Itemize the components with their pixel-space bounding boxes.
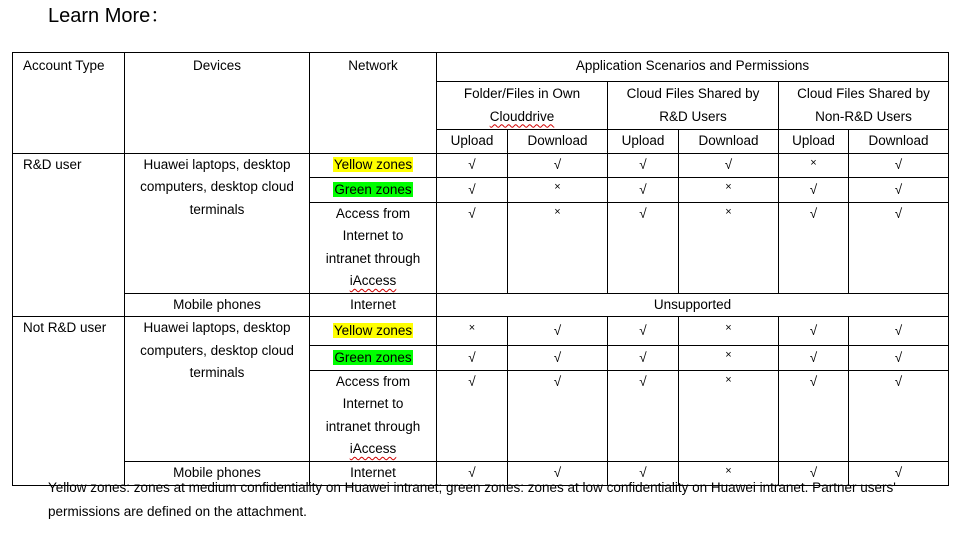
check-mark-icon: √	[468, 205, 476, 221]
network-cell	[310, 370, 437, 461]
header-own-clouddrive-line1: Folder/Files in Own	[463, 86, 581, 101]
permission-cell	[679, 346, 779, 371]
header-own-clouddrive-line2: Clouddrive	[489, 108, 555, 124]
table-row	[13, 317, 949, 346]
yellow-zone-label: Yellow zones	[333, 322, 413, 338]
iaccess-label: iAccess	[349, 273, 397, 288]
network-cell	[310, 202, 437, 293]
permission-cell	[679, 317, 779, 346]
devices-cell: Huawei laptops, desktop computers, desktop cloud terminals	[125, 317, 310, 462]
permission-cell	[508, 202, 608, 293]
permission-cell	[679, 178, 779, 203]
check-mark-icon: √	[894, 322, 903, 338]
header-rd-shared-line1: Cloud Files Shared by	[626, 86, 760, 101]
network-cell: Internet	[310, 461, 437, 486]
cross-mark-icon: ×	[810, 156, 817, 169]
access-line: intranet through	[325, 250, 421, 266]
permission-cell	[779, 178, 849, 203]
green-zone-label: Green zones	[334, 181, 412, 197]
header-rd-shared	[608, 82, 779, 130]
cross-mark-icon: ×	[725, 349, 732, 361]
permission-cell	[849, 370, 949, 461]
network-cell	[310, 178, 437, 203]
header-download: Download	[508, 130, 608, 154]
permission-cell	[849, 317, 949, 346]
header-nonrd-shared	[779, 82, 949, 130]
check-mark-icon: √	[809, 465, 818, 480]
access-line: Internet to	[342, 396, 404, 411]
permission-cell	[679, 370, 779, 461]
check-mark-icon: √	[639, 157, 647, 172]
table-row	[13, 153, 949, 178]
network-cell	[310, 317, 437, 346]
permission-cell	[608, 317, 679, 346]
footnote: Yellow zones: zones at medium confidentiality on Huawei intranet; green zones: zones at low confidentiality on Huawei intranet. Partner users' permissions are defined on the attachment.	[48, 480, 896, 519]
access-line: Internet to	[342, 228, 404, 243]
devices-cell: Huawei laptops, desktop computers, desktop cloud terminals	[125, 153, 310, 293]
permissions-table	[12, 52, 949, 486]
check-mark-icon: √	[809, 373, 818, 389]
permission-cell	[779, 346, 849, 371]
check-mark-icon: √	[553, 157, 562, 172]
check-mark-icon: √	[809, 181, 818, 197]
check-mark-icon: √	[894, 205, 903, 221]
header-download: Download	[849, 130, 949, 154]
check-mark-icon: √	[639, 322, 647, 338]
account-type-cell: Not R&D user	[13, 317, 125, 486]
check-mark-icon: √	[894, 349, 903, 365]
permission-cell	[779, 202, 849, 293]
check-mark-icon: √	[809, 349, 818, 365]
cross-mark-icon: ×	[468, 322, 476, 335]
cross-mark-icon: ×	[725, 205, 732, 218]
table-row	[13, 293, 949, 317]
header-upload: Upload	[779, 130, 849, 154]
check-mark-icon: √	[894, 157, 903, 172]
permission-cell	[608, 153, 679, 178]
permission-cell	[679, 202, 779, 293]
check-mark-icon: √	[468, 349, 476, 365]
network-cell	[310, 346, 437, 371]
cross-mark-icon: ×	[725, 322, 732, 335]
check-mark-icon: √	[894, 465, 903, 480]
check-mark-icon: √	[809, 205, 818, 221]
permission-cell	[508, 153, 608, 178]
permission-cell	[679, 153, 779, 178]
devices-cell: Mobile phones	[125, 293, 310, 317]
check-mark-icon: √	[894, 181, 903, 197]
permission-cell	[437, 178, 508, 203]
check-mark-icon: √	[639, 181, 647, 197]
permission-cell	[437, 317, 508, 346]
permission-cell	[849, 346, 949, 371]
header-network: Network	[310, 53, 437, 154]
check-mark-icon: √	[553, 465, 562, 480]
permission-cell	[437, 346, 508, 371]
green-zone-label: Green zones	[334, 349, 412, 365]
check-mark-icon: √	[553, 373, 562, 389]
header-rd-shared-line2: R&D Users	[659, 108, 727, 124]
permission-cell	[779, 317, 849, 346]
header-nonrd-shared-line2: Non-R&D Users	[815, 108, 912, 124]
permission-cell	[779, 370, 849, 461]
header-upload: Upload	[608, 130, 679, 154]
permission-cell	[508, 370, 608, 461]
yellow-zone-label: Yellow zones	[333, 157, 413, 172]
cross-mark-icon: ×	[725, 373, 732, 386]
header-own-clouddrive	[437, 82, 608, 130]
check-mark-icon: √	[639, 465, 647, 480]
iaccess-label: iAccess	[349, 441, 397, 456]
check-mark-icon: √	[468, 181, 476, 197]
check-mark-icon: √	[639, 373, 647, 389]
check-mark-icon: √	[894, 373, 903, 389]
permission-cell	[608, 370, 679, 461]
permission-cell	[508, 346, 608, 371]
check-mark-icon: √	[468, 373, 476, 389]
header-row-1	[13, 53, 949, 82]
header-nonrd-shared-line1: Cloud Files Shared by	[797, 86, 930, 101]
check-mark-icon: √	[553, 322, 562, 338]
permission-cell	[849, 153, 949, 178]
access-line: intranet through	[325, 418, 421, 434]
permission-cell	[508, 317, 608, 346]
check-mark-icon: √	[468, 465, 476, 480]
unsupported-cell: Unsupported	[437, 293, 949, 317]
header-upload: Upload	[437, 130, 508, 154]
access-line: Access from	[335, 205, 411, 221]
check-mark-icon: √	[553, 349, 562, 365]
account-type-cell: R&D user	[13, 153, 125, 317]
header-devices: Devices	[125, 53, 310, 154]
page-title: Learn More：	[48, 5, 171, 27]
permission-cell	[437, 202, 508, 293]
permission-cell	[608, 346, 679, 371]
devices-cell: Mobile phones	[125, 461, 310, 486]
permission-cell	[508, 178, 608, 203]
check-mark-icon: √	[724, 157, 733, 172]
cross-mark-icon: ×	[554, 205, 561, 218]
header-scenarios: Application Scenarios and Permissions	[437, 53, 949, 82]
permission-cell	[437, 153, 508, 178]
check-mark-icon: √	[639, 349, 647, 365]
cross-mark-icon: ×	[725, 181, 732, 193]
permission-cell	[608, 178, 679, 203]
permission-cell	[849, 178, 949, 203]
check-mark-icon: √	[639, 205, 647, 221]
check-mark-icon: √	[468, 157, 476, 172]
header-download: Download	[679, 130, 779, 154]
permission-cell	[608, 202, 679, 293]
header-account-type: Account Type	[13, 53, 125, 154]
network-cell	[310, 153, 437, 178]
permission-cell	[849, 202, 949, 293]
access-line: Access from	[335, 373, 411, 389]
permission-cell	[437, 370, 508, 461]
check-mark-icon: √	[809, 322, 818, 338]
cross-mark-icon: ×	[725, 464, 732, 477]
cross-mark-icon: ×	[554, 181, 561, 193]
network-cell: Internet	[310, 293, 437, 317]
permission-cell	[779, 153, 849, 178]
